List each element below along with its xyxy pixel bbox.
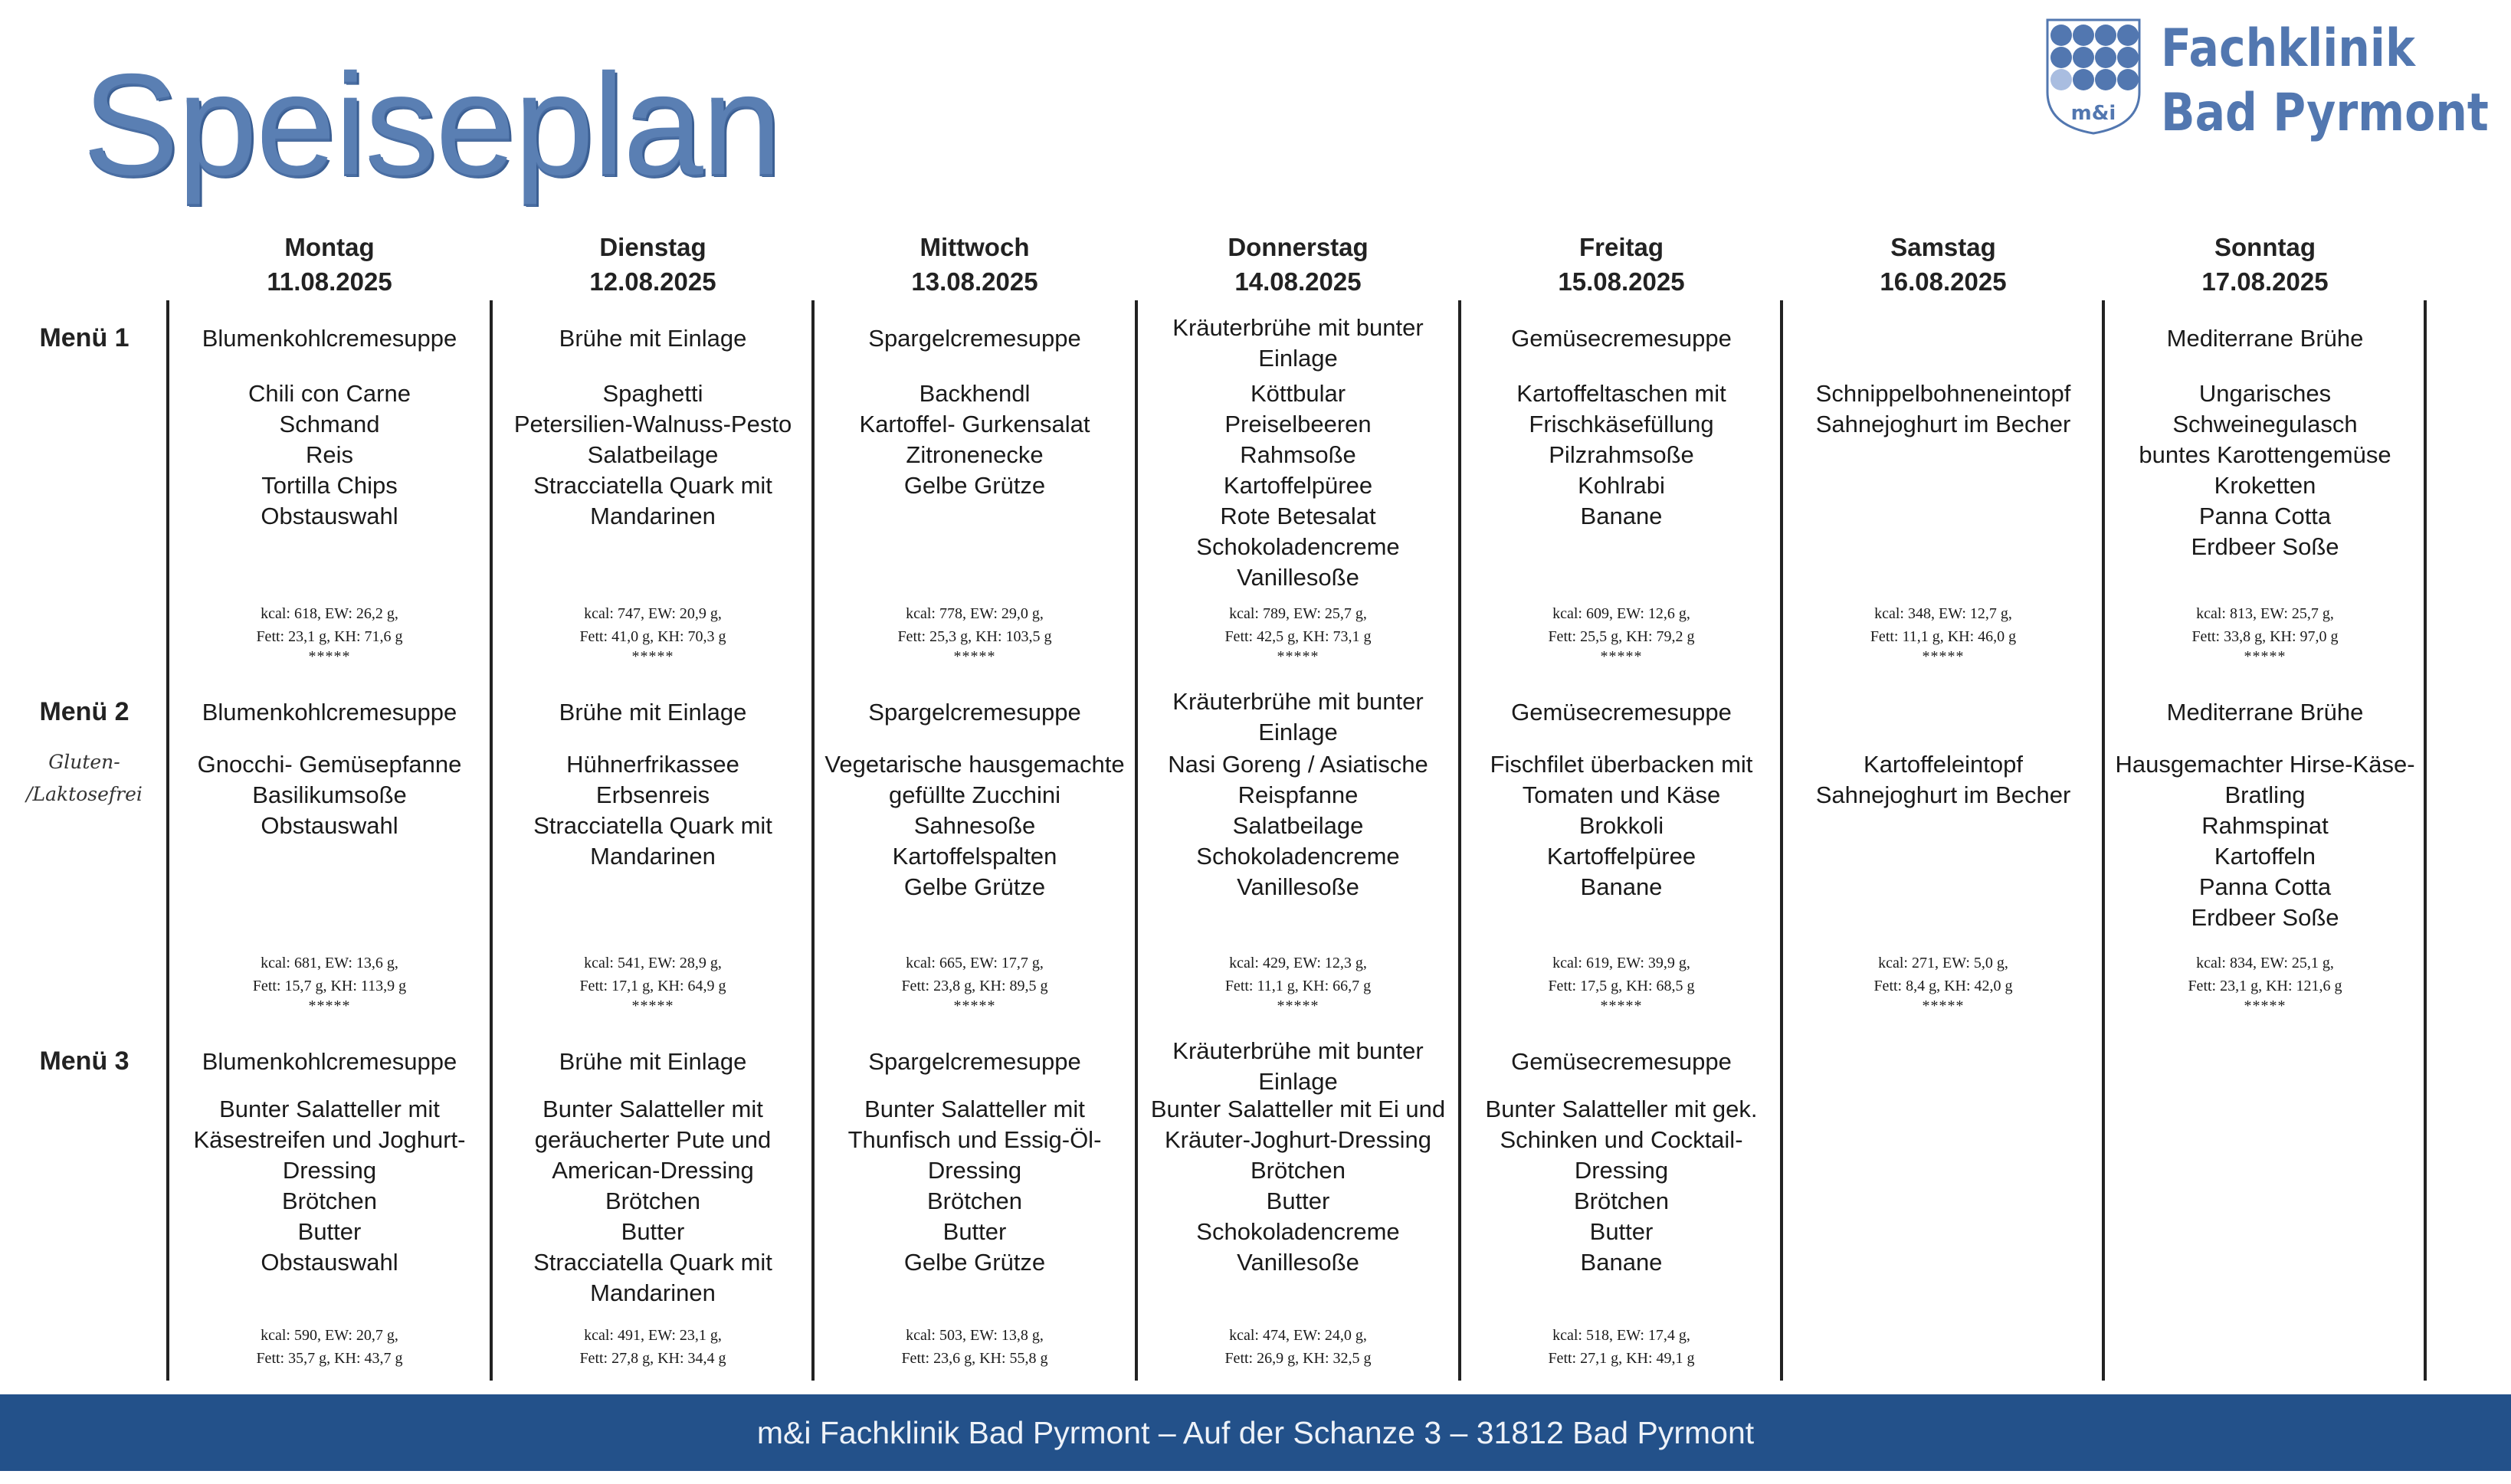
column-divider — [2424, 300, 2427, 1381]
nutrition-info — [1142, 952, 1454, 1014]
day-date: 15.08.2025 — [1558, 267, 1685, 296]
soup-line: Blumenkohlcremesuppe — [202, 1048, 457, 1075]
separator-stars: ***** — [1277, 648, 1319, 665]
nutrition-line: kcal: 518, EW: 17,4 g, — [1552, 1327, 1690, 1344]
nutrition-line: kcal: 474, EW: 24,0 g, — [1229, 1327, 1367, 1344]
separator-stars: ***** — [1277, 998, 1319, 1014]
nutrition-info — [173, 952, 486, 1014]
logo-line-1: Fachklinik — [2161, 18, 2415, 79]
column-divider — [2102, 300, 2105, 1381]
dish-line: Panna Cotta — [2198, 503, 2332, 529]
nutrition-line: Fett: 25,5 g, KH: 79,2 g — [1548, 628, 1695, 645]
dish-line: gefüllte Zucchini — [888, 781, 1060, 808]
dish-line: Kartoffelpüree — [1223, 472, 1373, 499]
nutrition-info — [173, 602, 486, 665]
dish-line: Bunter Salatteller mit — [219, 1096, 440, 1122]
nutrition-line: kcal: 618, EW: 26,2 g, — [261, 605, 398, 622]
day-name: Dienstag — [599, 233, 706, 261]
logo-text — [2161, 17, 2489, 146]
dish-line: Kartoffel- Gurkensalat — [859, 411, 1090, 437]
soup-item — [1465, 697, 1778, 728]
dish-line: Salatbeilage — [587, 441, 719, 468]
nutrition-info — [2109, 602, 2421, 665]
dish-line: Stracciatella Quark mit — [533, 812, 772, 839]
nutrition-info — [497, 1324, 809, 1370]
day-header — [1782, 230, 2104, 299]
separator-stars: ***** — [953, 998, 996, 1014]
nutrition-line: Fett: 35,7 g, KH: 43,7 g — [256, 1350, 403, 1367]
page-title: Speiseplan — [83, 44, 781, 205]
dish-line: Pilzrahmsoße — [1549, 441, 1694, 468]
dish-line: Zitronenecke — [906, 441, 1044, 468]
dish-list — [818, 749, 1131, 903]
dish-list — [1465, 1094, 1778, 1278]
nutrition-info — [1465, 602, 1778, 665]
day-header — [1460, 230, 1782, 299]
nutrition-line: kcal: 813, EW: 25,7 g, — [2196, 605, 2334, 622]
dish-list — [2109, 378, 2421, 562]
nutrition-info — [1465, 1324, 1778, 1370]
day-date: 13.08.2025 — [911, 267, 1038, 296]
column-divider — [1458, 300, 1461, 1381]
dish-line: Banane — [1580, 503, 1663, 529]
dish-line: Frischkäsefüllung — [1529, 411, 1714, 437]
soup-line: Brühe mit Einlage — [559, 699, 747, 726]
dish-line: Gnocchi- Gemüsepfanne — [197, 751, 462, 778]
dish-line: Preiselbeeren — [1224, 411, 1372, 437]
dish-line: Petersilien-Walnuss-Pesto — [513, 411, 792, 437]
menu-label: Menü 1 — [39, 323, 129, 352]
dish-line: Kartoffeln — [2214, 843, 2316, 870]
nutrition-info — [818, 602, 1131, 665]
dish-line: Erdbeer Soße — [2191, 533, 2339, 560]
dish-line: Sahnejoghurt im Becher — [1815, 411, 2071, 437]
day-date: 11.08.2025 — [267, 267, 392, 296]
dish-line: Kohlrabi — [1578, 472, 1665, 499]
day-header — [169, 230, 490, 299]
dish-list — [1142, 749, 1454, 903]
dish-list — [173, 749, 486, 841]
soup-line: Blumenkohlcremesuppe — [202, 325, 457, 352]
nutrition-line: kcal: 590, EW: 20,7 g, — [261, 1327, 398, 1344]
nutrition-line: Fett: 26,9 g, KH: 32,5 g — [1224, 1350, 1372, 1367]
dish-list — [2109, 749, 2421, 933]
nutrition-info — [818, 1324, 1131, 1370]
day-date: 16.08.2025 — [1880, 267, 2007, 296]
dish-line: Butter — [1589, 1218, 1654, 1245]
soup-item — [2109, 323, 2421, 354]
soup-line: Kräuterbrühe mit bunter — [1172, 314, 1424, 341]
nutrition-line: Fett: 11,1 g, KH: 46,0 g — [1870, 628, 2017, 645]
diet-note-line: /Laktosefrei — [26, 783, 143, 805]
logo-line-2: Bad Pyrmont — [2161, 83, 2489, 143]
dish-line: Dressing — [927, 1157, 1022, 1184]
dish-line: Kartoffelspalten — [892, 843, 1057, 870]
dish-line: Tomaten und Käse — [1522, 781, 1721, 808]
dish-line: Reispfanne — [1237, 781, 1359, 808]
dish-line: Schokoladencreme — [1196, 843, 1400, 870]
nutrition-line: Fett: 33,8 g, KH: 97,0 g — [2191, 628, 2339, 645]
day-header — [1137, 230, 1459, 299]
nutrition-info — [818, 952, 1131, 1014]
soup-item — [173, 323, 486, 354]
dish-line: Kräuter-Joghurt-Dressing — [1164, 1126, 1432, 1153]
dish-line: Gelbe Grütze — [903, 873, 1046, 900]
column-divider — [166, 300, 169, 1381]
soup-line: Kräuterbrühe mit bunter — [1172, 688, 1424, 715]
nutrition-line: kcal: 271, EW: 5,0 g, — [1878, 955, 2008, 971]
dish-line: Butter — [297, 1218, 362, 1245]
soup-line: Mediterrane Brühe — [2166, 325, 2364, 352]
dish-line: Butter — [621, 1218, 685, 1245]
dish-line: Brötchen — [926, 1188, 1023, 1214]
dish-line: Bunter Salatteller mit Ei und — [1150, 1096, 1446, 1122]
dish-list — [818, 378, 1131, 501]
separator-stars: ***** — [631, 998, 674, 1014]
soup-item — [1142, 313, 1454, 374]
dish-line: Bunter Salatteller mit — [543, 1096, 763, 1122]
dish-line: Backhendl — [919, 380, 1031, 407]
dish-line: Stracciatella Quark mit — [533, 472, 772, 499]
dish-line: Obstauswahl — [261, 812, 398, 839]
dish-line: Fischfilet überbacken mit — [1490, 751, 1753, 778]
dish-list — [497, 378, 809, 532]
dish-line: geräucherter Pute und — [534, 1126, 772, 1153]
emblem-text: m&i — [2070, 102, 2116, 125]
separator-stars: ***** — [308, 648, 351, 665]
nutrition-line: kcal: 503, EW: 13,8 g, — [906, 1327, 1044, 1344]
dish-list — [1465, 749, 1778, 903]
day-name: Samstag — [1890, 233, 1996, 261]
soup-item — [497, 697, 809, 728]
nutrition-info — [2109, 952, 2421, 1014]
dish-line: Bratling — [2224, 781, 2306, 808]
soup-item — [497, 1047, 809, 1077]
soup-item — [2109, 697, 2421, 728]
column-divider — [490, 300, 493, 1381]
soup-item — [173, 697, 486, 728]
soup-line: Gemüsecremesuppe — [1511, 699, 1732, 726]
dish-line: Brötchen — [281, 1188, 378, 1214]
soup-line: Blumenkohlcremesuppe — [202, 699, 457, 726]
nutrition-line: Fett: 15,7 g, KH: 113,9 g — [252, 978, 407, 994]
dish-line: Schokoladencreme — [1196, 533, 1400, 560]
soup-line: Kräuterbrühe mit bunter — [1172, 1037, 1424, 1064]
separator-stars: ***** — [2244, 998, 2286, 1014]
nutrition-line: Fett: 42,5 g, KH: 73,1 g — [1224, 628, 1372, 645]
day-header — [2104, 230, 2426, 299]
dish-line: Vanillesoße — [1237, 564, 1359, 591]
dish-list — [1787, 749, 2100, 811]
dish-line: Spaghetti — [602, 380, 703, 407]
soup-line: Spargelcremesuppe — [868, 1048, 1081, 1075]
nutrition-line: kcal: 747, EW: 20,9 g, — [584, 605, 722, 622]
dish-line: Sahnesoße — [913, 812, 1036, 839]
nutrition-line: Fett: 23,8 g, KH: 89,5 g — [901, 978, 1048, 994]
nutrition-line: Fett: 41,0 g, KH: 70,3 g — [579, 628, 726, 645]
dish-line: Tortilla Chips — [261, 472, 398, 499]
nutrition-info — [1787, 602, 2100, 665]
dish-line: Butter — [942, 1218, 1007, 1245]
separator-stars: ***** — [2244, 648, 2286, 665]
dish-line: Schokoladencreme — [1196, 1218, 1400, 1245]
diet-note-line: Gluten- — [48, 751, 120, 773]
soup-item — [818, 1047, 1131, 1077]
nutrition-line: Fett: 11,1 g, KH: 66,7 g — [1224, 978, 1372, 994]
menu-diet-note — [23, 746, 146, 811]
dish-line: Kroketten — [2214, 472, 2316, 499]
dish-line: Banane — [1580, 873, 1663, 900]
soup-item — [497, 323, 809, 354]
dish-list — [1465, 378, 1778, 532]
dish-line: Gelbe Grütze — [903, 1249, 1046, 1276]
dish-line: Ungarisches — [2198, 380, 2332, 407]
dish-line: Rahmsoße — [1240, 441, 1356, 468]
soup-item — [1142, 1036, 1454, 1097]
nutrition-line: kcal: 491, EW: 23,1 g, — [584, 1327, 722, 1344]
nutrition-info — [497, 602, 809, 665]
nutrition-line: Fett: 17,1 g, KH: 64,9 g — [579, 978, 726, 994]
dish-line: Banane — [1580, 1249, 1663, 1276]
soup-line: Brühe mit Einlage — [559, 325, 747, 352]
nutrition-line: kcal: 348, EW: 12,7 g, — [1874, 605, 2012, 622]
day-name: Sonntag — [2214, 233, 2316, 261]
footer-address-bar — [0, 1394, 2511, 1471]
dish-line: Mandarinen — [590, 1279, 716, 1306]
column-divider — [1780, 300, 1783, 1381]
nutrition-line: kcal: 429, EW: 12,3 g, — [1229, 955, 1367, 971]
nutrition-line: Fett: 27,1 g, KH: 49,1 g — [1548, 1350, 1695, 1367]
nutrition-line: kcal: 541, EW: 28,9 g, — [584, 955, 722, 971]
dish-line: Dressing — [282, 1157, 377, 1184]
dish-line: Obstauswahl — [261, 1249, 398, 1276]
dish-line: Gelbe Grütze — [903, 472, 1046, 499]
dish-line: Basilikumsoße — [252, 781, 407, 808]
soup-line: Gemüsecremesuppe — [1511, 325, 1732, 352]
dish-list — [497, 1094, 809, 1309]
dish-line: Hausgemachter Hirse-Käse- — [2115, 751, 2415, 778]
nutrition-line: kcal: 665, EW: 17,7 g, — [906, 955, 1044, 971]
nutrition-line: Fett: 23,1 g, KH: 121,6 g — [2188, 978, 2342, 994]
day-name: Donnerstag — [1228, 233, 1369, 261]
dish-line: Vanillesoße — [1237, 1249, 1359, 1276]
dish-line: American-Dressing — [552, 1157, 754, 1184]
day-name: Freitag — [1578, 233, 1664, 261]
dish-line: Chili con Carne — [248, 380, 411, 407]
dish-line: Schnippelbohneneintopf — [1815, 380, 2071, 407]
nutrition-line: kcal: 681, EW: 13,6 g, — [261, 955, 398, 971]
dish-line: Nasi Goreng / Asiatische — [1168, 751, 1428, 778]
separator-stars: ***** — [631, 648, 674, 665]
nutrition-info — [1465, 952, 1778, 1014]
nutrition-info — [1142, 1324, 1454, 1370]
dish-line: Kartoffeltaschen mit — [1516, 380, 1726, 407]
column-divider — [1135, 300, 1138, 1381]
soup-item — [818, 323, 1131, 354]
dish-line: Schmand — [279, 411, 380, 437]
dish-line: Thunfisch und Essig-Öl- — [847, 1126, 1102, 1153]
nutrition-line: kcal: 834, EW: 25,1 g, — [2196, 955, 2334, 971]
dish-line: Erdbeer Soße — [2191, 904, 2339, 931]
dish-line: Rote Betesalat — [1220, 503, 1376, 529]
soup-line: Brühe mit Einlage — [559, 1048, 747, 1075]
soup-item — [1465, 323, 1778, 354]
clinic-logo — [2044, 15, 2496, 143]
separator-stars: ***** — [308, 998, 351, 1014]
dish-line: Butter — [1266, 1188, 1330, 1214]
dish-line: Bunter Salatteller mit — [864, 1096, 1085, 1122]
dish-line: Käsestreifen und Joghurt- — [193, 1126, 466, 1153]
soup-line: Spargelcremesuppe — [868, 699, 1081, 726]
day-date: 12.08.2025 — [589, 267, 716, 296]
day-name: Mittwoch — [919, 233, 1030, 261]
dish-line: Bunter Salatteller mit gek. — [1485, 1096, 1758, 1122]
dish-line: Brötchen — [1573, 1188, 1670, 1214]
dish-line: Vegetarische hausgemachte — [824, 751, 1125, 778]
dish-line: Reis — [305, 441, 353, 468]
nutrition-line: Fett: 8,4 g, KH: 42,0 g — [1873, 978, 2013, 994]
soup-line: Gemüsecremesuppe — [1511, 1048, 1732, 1075]
menu-label: Menü 2 — [39, 697, 129, 726]
dish-list — [818, 1094, 1131, 1278]
nutrition-line: Fett: 23,6 g, KH: 55,8 g — [901, 1350, 1048, 1367]
soup-item — [818, 697, 1131, 728]
dish-line: Köttbular — [1250, 380, 1346, 407]
nutrition-line: Fett: 25,3 g, KH: 103,5 g — [897, 628, 1052, 645]
nutrition-line: Fett: 23,1 g, KH: 71,6 g — [256, 628, 403, 645]
dish-line: Sahnejoghurt im Becher — [1815, 781, 2071, 808]
dish-list — [1787, 378, 2100, 440]
separator-stars: ***** — [1600, 998, 1643, 1014]
nutrition-line: kcal: 619, EW: 39,9 g, — [1552, 955, 1690, 971]
dish-line: Hühnerfrikassee — [566, 751, 739, 778]
soup-line: Einlage — [1258, 345, 1338, 372]
nutrition-line: kcal: 778, EW: 29,0 g, — [906, 605, 1044, 622]
nutrition-info — [1787, 952, 2100, 1014]
soup-item — [1465, 1047, 1778, 1077]
dish-line: Brötchen — [1250, 1157, 1346, 1184]
dish-line: Stracciatella Quark mit — [533, 1249, 772, 1276]
dish-line: Schweinegulasch — [2172, 411, 2358, 437]
nutrition-info — [173, 1324, 486, 1370]
dish-line: Kartoffelpüree — [1546, 843, 1696, 870]
dish-list — [1142, 1094, 1454, 1278]
day-header — [814, 230, 1136, 299]
dish-line: Erbsenreis — [595, 781, 710, 808]
dish-line: Mandarinen — [590, 843, 716, 870]
separator-stars: ***** — [953, 648, 996, 665]
nutrition-line: Fett: 27,8 g, KH: 34,4 g — [579, 1350, 726, 1367]
dish-line: Rahmspinat — [2201, 812, 2329, 839]
column-divider — [811, 300, 815, 1381]
day-header — [492, 230, 814, 299]
dish-line: Kartoffeleintopf — [1864, 751, 2023, 778]
dish-line: buntes Karottengemüse — [2139, 441, 2391, 468]
dish-line: Salatbeilage — [1232, 812, 1364, 839]
nutrition-info — [497, 952, 809, 1014]
day-name: Montag — [284, 233, 375, 261]
day-date: 14.08.2025 — [1234, 267, 1362, 296]
dish-line: Obstauswahl — [261, 503, 398, 529]
m-i-emblem-icon — [2044, 18, 2142, 135]
soup-item — [173, 1047, 486, 1077]
soup-line: Spargelcremesuppe — [868, 325, 1081, 352]
dish-line: Brokkoli — [1578, 812, 1664, 839]
nutrition-line: kcal: 789, EW: 25,7 g, — [1229, 605, 1367, 622]
soup-line: Mediterrane Brühe — [2166, 699, 2364, 726]
separator-stars: ***** — [1922, 648, 1965, 665]
dish-line: Brötchen — [605, 1188, 701, 1214]
separator-stars: ***** — [1922, 998, 1965, 1014]
day-date: 17.08.2025 — [2201, 267, 2329, 296]
soup-line: Einlage — [1258, 1068, 1338, 1095]
dish-line: Vanillesoße — [1237, 873, 1359, 900]
dish-list — [497, 749, 809, 872]
dish-list — [1142, 378, 1454, 593]
soup-item — [1142, 686, 1454, 748]
dish-line: Mandarinen — [590, 503, 716, 529]
soup-line: Einlage — [1258, 719, 1338, 745]
nutrition-line: kcal: 609, EW: 12,6 g, — [1552, 605, 1690, 622]
nutrition-line: Fett: 17,5 g, KH: 68,5 g — [1548, 978, 1695, 994]
dish-line: Dressing — [1574, 1157, 1669, 1184]
dish-list — [173, 1094, 486, 1278]
separator-stars: ***** — [1600, 648, 1643, 665]
nutrition-info — [1142, 602, 1454, 665]
dish-line: Schinken und Cocktail- — [1500, 1126, 1743, 1153]
footer-text: m&i Fachklinik Bad Pyrmont – Auf der Schanze 3 – 31812 Bad Pyrmont — [756, 1414, 1755, 1450]
dish-list — [173, 378, 486, 532]
menu-label: Menü 3 — [39, 1047, 129, 1076]
dish-line: Panna Cotta — [2198, 873, 2332, 900]
